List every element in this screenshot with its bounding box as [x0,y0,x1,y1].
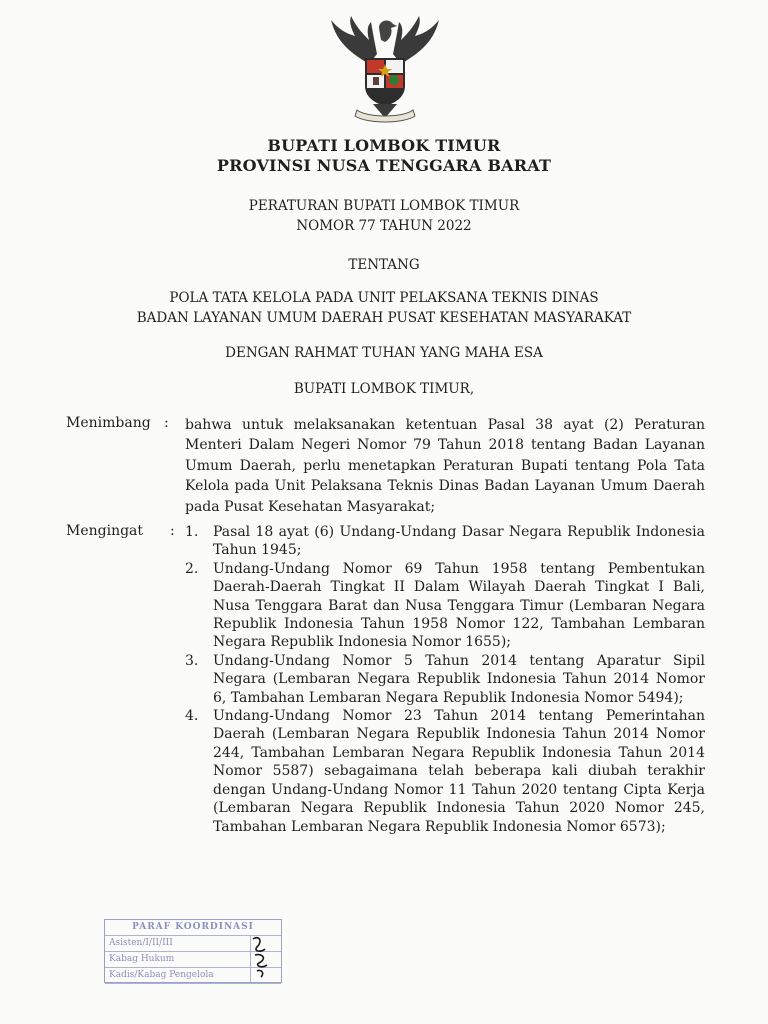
menimbang-text: bahwa untuk melaksanakan ketentuan Pasal 38 ayat (2) Peraturan Menteri Dalam Negeri Nomor 79 Tahun 2018 tentang Badan Layanan Umum Daerah, perlu menetapkan Peraturan Bupati tentang Pola Tata Kelola pada Unit Pelaksana Teknis Dinas Badan Layanan Umum Daerah pada Pusat Kesehatan Masyarakat; [185,417,705,515]
stamp-row: Kabag Hukum [105,952,281,968]
list-item-number: 1. [185,524,199,540]
regulation-subject-line1: POLA TATA KELOLA PADA UNIT PELAKSANA TEKNIS DINAS [169,290,599,306]
list-item [185,652,705,707]
regulation-subject-line2: BADAN LAYANAN UMUM DAERAH PUSAT KESEHATAN MASYARAKAT [136,310,632,326]
list-item-text: Undang-Undang Nomor 69 Tahun 1958 tentang Pembentukan Daerah-Daerah Tingkat II Dalam Wilayah Daerah Tingkat I Bali, Nusa Tenggara Barat dan Nusa Tenggara Timur (Lembaran Negara Republik Indonesia Tahun 1958 Nomor 122, Tambahan Lembaran Negara Republik Indonesia Nomor 1655); [213,560,705,651]
regulation-about: TENTANG [348,257,420,273]
stamp-header: PARAF KOORDINASI [105,920,281,936]
issuer-title: BUPATI LOMBOK TIMUR [267,136,501,155]
stamp-row: Kadis/Kabag Pengelola [105,968,281,984]
garuda-emblem-icon [323,14,447,126]
province-title: PROVINSI NUSA TENGGARA BARAT [216,156,552,175]
list-item-text: Pasal 18 ayat (6) Undang-Undang Dasar Negara Republik Indonesia Tahun 1945; [213,524,705,559]
regulation-number: NOMOR 77 TAHUN 2022 [296,218,472,234]
list-item-text: Undang-Undang Nomor 23 Tahun 2014 tentang Pemerintahan Daerah (Lembaran Negara Republik Indonesia Tahun 2014 Nomor 244, Tambahan Lembaran Negara Republik Indonesia Tahun 2014 Nomor 5587) sebagaimana telah beberapa kali diubah terakhir dengan Undang-Undang Nomor 11 Tahun 2020 tentang Cipta Kerja (Lembaran Negara Republik Indonesia Tahun 2020 Nomor 245, Tambahan Lembaran Negara Republik Indonesia Nomor 6573); [213,708,705,835]
list-item [185,707,705,836]
signature-initials-icon [245,933,275,983]
mengingat-list [185,523,705,836]
blessing-line: DENGAN RAHMAT TUHAN YANG MAHA ESA [225,345,543,361]
menimbang-label: Menimbang [66,415,151,431]
mengingat-label: Mengingat [66,523,144,539]
issuer-line: BUPATI LOMBOK TIMUR, [293,381,475,397]
list-item-number: 2. [185,560,199,577]
list-item-number: 4. [185,708,199,725]
list-item-text: Undang-Undang Nomor 5 Tahun 2014 tentang Aparatur Sipil Negara (Lembaran Negara Republik Indonesia Tahun 2014 Nomor 6, Tambahan Lembaran Negara Republik Indonesia Nomor 5494); [213,652,705,706]
list-item [185,560,705,652]
regulation-name: PERATURAN BUPATI LOMBOK TIMUR [248,198,520,214]
list-item [185,523,705,560]
list-item-number: 3. [185,652,199,669]
stamp-row: Asisten/I/II/III [105,936,281,952]
mengingat-colon: : [170,523,175,539]
menimbang-colon: : [164,415,169,431]
